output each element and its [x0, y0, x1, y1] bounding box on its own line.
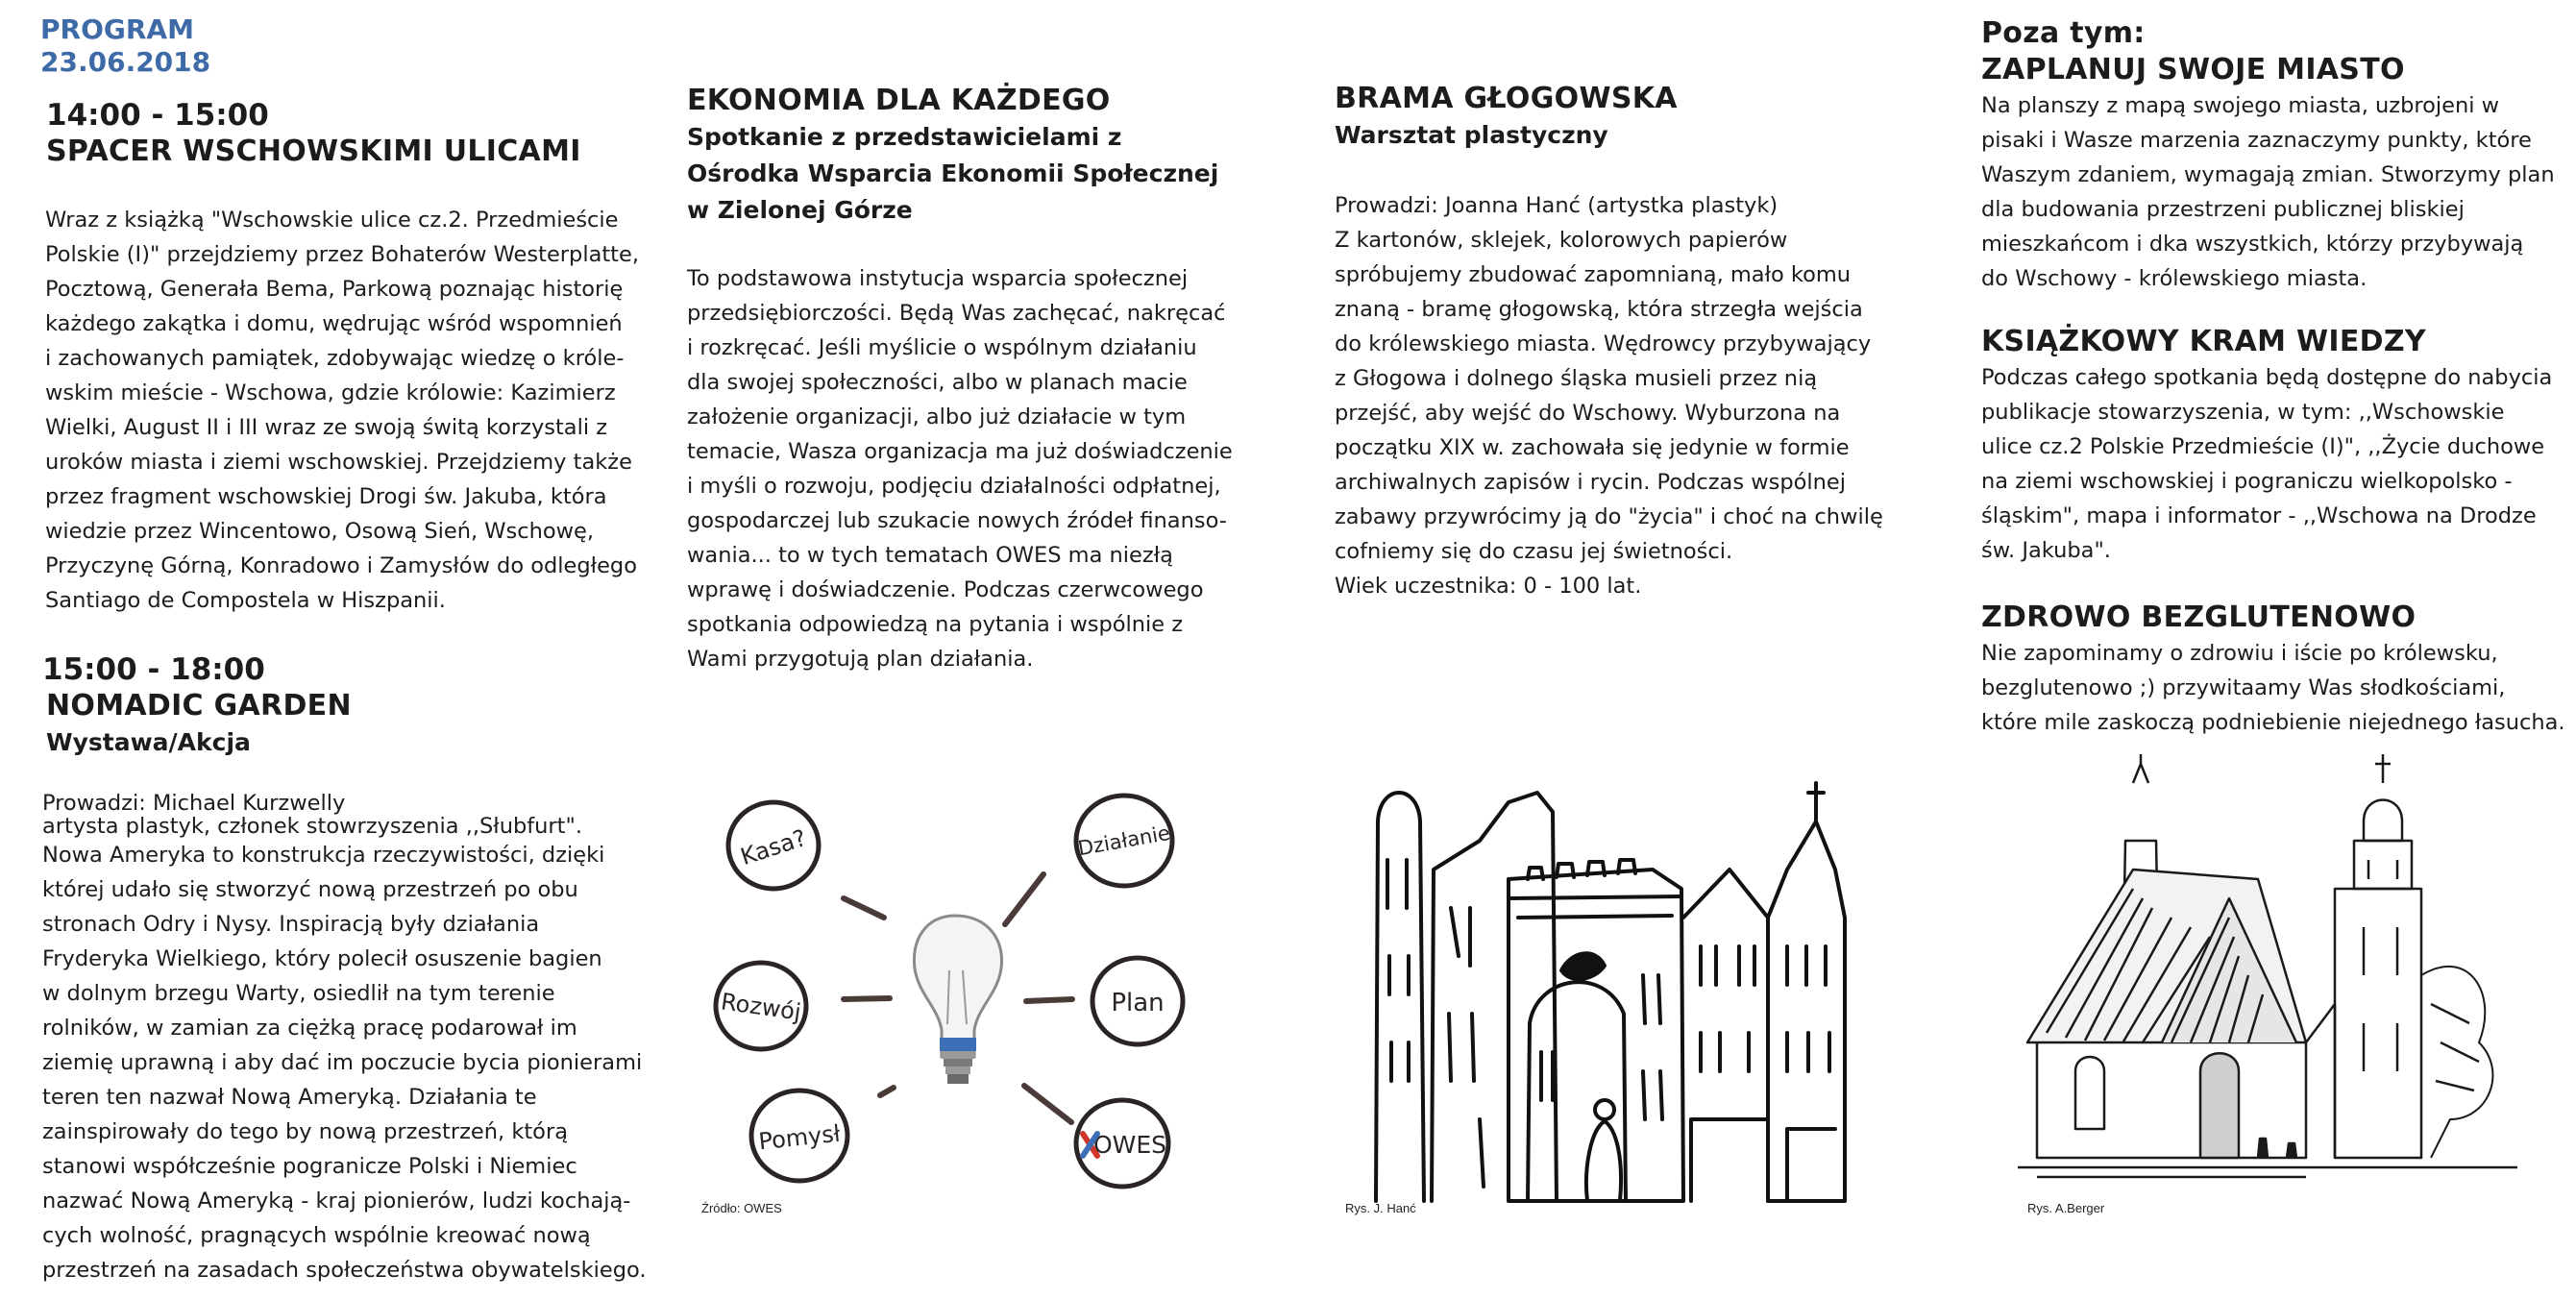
text-line: przejść, aby wejść do Wschowy. Wyburzona na: [1335, 401, 1841, 426]
text-line: z Głogowa i dolnego śląska musieli przez nią: [1335, 366, 1818, 391]
text-line: Nowa Ameryka to konstrukcja rzeczywistości, dzięki: [42, 843, 605, 868]
bubble-label: Pomysł: [757, 1119, 842, 1156]
connector-dash: [1005, 874, 1043, 924]
bubble-label: OWES: [1092, 1131, 1167, 1159]
text-line: uroków miasta i ziemi wschowskiej. Przejdziemy także: [45, 450, 632, 475]
gate-subtitle: Warsztat plastyczny: [1335, 121, 1608, 149]
text-line: przedsiębiorczości. Będą Was zachęcać, nakręcać: [687, 301, 1226, 326]
text-line: temacie, Wasza organizacja ma już doświadczenie: [687, 439, 1233, 464]
text-line: zainspirowały do tego by nową przestrzeń, którą: [42, 1119, 568, 1144]
text-line: cych wolność, pragnących wspólnie kreować nową: [42, 1223, 591, 1248]
connector-dash: [844, 898, 884, 918]
text-line: Przyczynę Górną, Konradowo i Zamysłów do odległego: [45, 553, 637, 578]
text-line: gospodarczej lub szukacie nowych źródeł finanso-: [687, 508, 1227, 533]
text-line: Na planszy z mapą swojego miasta, uzbrojeni w: [1981, 93, 2500, 118]
text-line: i zachowanych pamiątek, zdobywając wiedzę o króle-: [45, 346, 625, 371]
text-line: przez fragment wschowskiej Drogi św. Jakuba, która: [45, 484, 607, 509]
glutenfree-title: ZDROWO BEZGLUTENOWO: [1981, 600, 2417, 634]
lightbulb-mindmap: [701, 778, 1220, 1201]
event-nomadic-description: [42, 792, 647, 1287]
connector-dash: [1026, 999, 1072, 1001]
gate-illustration: [1364, 764, 1864, 1206]
text-line: Prowadzi: Michael Kurzwelly: [42, 791, 346, 816]
text-line: założenie organizacji, albo już działacie w tym: [687, 404, 1187, 429]
text-line: wania... to w tych tematach OWES ma niezłą: [687, 543, 1173, 568]
connector-dash: [880, 1088, 894, 1095]
text-line: i rozkręcać. Jeśli myślicie o wspólnym działaniu: [687, 335, 1197, 360]
text-line: dla swojej społeczności, albo w planach macie: [687, 370, 1188, 395]
program-date: 23.06.2018: [40, 46, 211, 78]
text-line: pisaki i Wasze marzenia zaznaczymy punkty, które: [1981, 128, 2532, 153]
text-line: ziemię uprawną i aby dać im poczucie bycia pionierami: [42, 1050, 643, 1075]
text-line: spotkania odpowiedzą na pytania i wspólnie z: [687, 612, 1184, 637]
text-line: ulice cz.2 Polskie Przedmieście (I)", ,,Życie duchowe: [1981, 434, 2545, 459]
text-line: śląskim", mapa i informator - ,,Wschowa na Drodze: [1981, 503, 2537, 528]
text-line: Polskie (I)" przejdziemy przez Bohaterów Westerplatte,: [45, 242, 639, 267]
owes-illustration: [701, 778, 1220, 1201]
text-line: publikacje stowarzyszenia, w tym: ,,Wschowskie: [1981, 400, 2505, 425]
text-line: znaną - bramę głogowską, która strzegła wejścia: [1335, 297, 1863, 322]
text-line: stanowi współcześnie pogranicze Polski i Niemiec: [42, 1154, 577, 1179]
text-line: Wiek uczestnika: 0 - 100 lat.: [1335, 574, 1642, 599]
economy-title: EKONOMIA DLA KAŻDEGO: [687, 84, 1111, 117]
text-line: św. Jakuba".: [1981, 538, 2111, 563]
church-outline: [1768, 821, 1845, 1201]
connector-dash: [844, 998, 890, 999]
text-line: stronach Odry i Nysy. Inspiracją były działania: [42, 912, 540, 937]
text-line: i myśli o rozwoju, podjęciu działalności odpłatnej,: [687, 474, 1221, 499]
glutenfree-description: [1981, 636, 2565, 740]
text-line: Z kartonów, sklejek, kolorowych papierów: [1335, 228, 1788, 253]
text-line: Nie zapominamy o zdrowiu i iście po królewsku,: [1981, 641, 2498, 666]
owes-caption: Źródło: OWES: [701, 1201, 782, 1215]
extra-label: Poza tym:: [1981, 16, 2146, 50]
text-line: artysta plastyk, członek stowrzyszenia ,,Słubfurt".: [42, 814, 582, 839]
tower-outline: [1376, 793, 1424, 1201]
text-line: nazwać Nową Ameryką - kraj pionierów, ludzi kochają-: [42, 1189, 631, 1213]
text-line: Wami przygotują plan działania.: [687, 647, 1034, 672]
event-nomadic: [42, 651, 352, 761]
church-drawing: [2018, 754, 2517, 1196]
program-label: PROGRAM: [40, 13, 194, 45]
text-line: To podstawowa instytucja wsparcia społecznej: [687, 266, 1189, 291]
text-line: na ziemi wschowskiej i pograniczu wielkopolsko -: [1981, 469, 2513, 494]
text-line: wiedzie przez Wincentowo, Osową Sień, Wschowę,: [45, 519, 595, 544]
text-line: Pocztową, Generała Bema, Parkową poznając historię: [45, 277, 624, 302]
text-line: archiwalnych zapisów i rycin. Podczas wspólnej: [1335, 470, 1846, 495]
plan-description: [1981, 88, 2555, 296]
text-line: Santiago de Compostela w Hiszpanii.: [45, 588, 446, 613]
bell-tower: [2335, 889, 2421, 1158]
church-caption: Rys. A.Berger: [2027, 1201, 2105, 1215]
text-line: Waszym zdaniem, wymagają zmian. Stworzymy plan: [1981, 162, 2555, 187]
text-line: mieszkańcom i dka wszystkich, którzy przybywają: [1981, 232, 2524, 257]
event-nomadic-subtitle: Wystawa/Akcja: [46, 728, 251, 756]
text-line: której udało się stworzyć nową przestrzeń po obu: [42, 877, 578, 902]
gate-drawing: [1364, 764, 1864, 1206]
bookstall-description: [1981, 360, 2552, 568]
text-line: Podczas całego spotkania będą dostępne do nabycia: [1981, 365, 2553, 390]
text-line: Wielki, August II i III wraz ze swoją świtą korzystali z: [45, 415, 608, 440]
event-walk-title: SPACER WSCHOWSKIMI ULICAMI: [46, 135, 581, 168]
text-line: cofniemy się do czasu jej świetności.: [1335, 539, 1733, 564]
gate-title: BRAMA GŁOGOWSKA: [1335, 82, 1678, 115]
text-line: rolników, w zamian za ciężką pracę podarował im: [42, 1016, 577, 1041]
text-line: zabawy przywrócimy ją do "życia" i choć na chwilę: [1335, 504, 1883, 529]
event-walk-time: 14:00 - 15:00: [46, 98, 269, 133]
bookstall-title: KSIĄŻKOWY KRAM WIEDZY: [1981, 325, 2426, 358]
economy-description: [687, 261, 1233, 676]
church-illustration: [2018, 754, 2517, 1196]
text-line: Prowadzi: Joanna Hanć (artystka plastyk): [1335, 193, 1779, 218]
economy-subtitle-line: Spotkanie z przedstawicielami z: [687, 123, 1122, 151]
house-outline: [1683, 870, 1768, 1201]
plan-title: ZAPLANUJ SWOJE MIASTO: [1981, 53, 2405, 86]
event-nomadic-title: NOMADIC GARDEN: [46, 689, 352, 723]
figure: [1586, 1121, 1621, 1201]
event-walk: [46, 97, 581, 170]
bubble-label: Działanie: [1076, 821, 1172, 861]
bubble-label: Rozwój: [719, 988, 803, 1026]
bubble-label: Plan: [1111, 989, 1165, 1017]
text-line: każdego zakątka i domu, wędrując wśród wspomnień: [45, 311, 623, 336]
text-line: do Wschowy - królewskiego miasta.: [1981, 266, 2367, 291]
text-line: bezglutenowo ;) przywitaamy Was słodkościami,: [1981, 675, 2506, 700]
event-walk-description: [45, 203, 639, 618]
text-line: początku XIX w. zachowała się jedynie w formie: [1335, 435, 1850, 460]
gate-description: [1335, 188, 1883, 603]
text-line: teren ten nazwał Nową Ameryką. Działania te: [42, 1085, 537, 1110]
text-line: wprawę i doświadczenie. Podczas czerwcowego: [687, 577, 1204, 602]
event-nomadic-time: 15:00 - 18:00: [42, 652, 265, 687]
text-line: spróbujemy zbudować zapomnianą, mało komu: [1335, 262, 1852, 287]
text-line: w dolnym brzegu Warty, osiedlił na tym terenie: [42, 981, 555, 1006]
connector-dash: [1024, 1086, 1071, 1122]
lightbulb-icon: [914, 916, 1001, 1084]
gate-heading: [1335, 81, 1678, 154]
text-line: Wraz z książką "Wschowskie ulice cz.2. Przedmieście: [45, 208, 619, 233]
economy-heading: [687, 83, 1218, 229]
gate-block: [1432, 793, 1557, 1201]
economy-subtitle-line: w Zielonej Górze: [687, 196, 913, 224]
gate-caption: Rys. J. Hanć: [1345, 1201, 1416, 1215]
text-line: Fryderyka Wielkiego, który polecił osuszenie bagien: [42, 946, 602, 971]
text-line: które mile zaskoczą podniebienie niejednego łasucha.: [1981, 710, 2565, 735]
text-line: przestrzeń na zasadach społeczeństwa obywatelskiego.: [42, 1258, 647, 1283]
plan-heading: [1981, 15, 2405, 88]
bubble-label: Kasa?: [737, 823, 810, 871]
economy-subtitle-line: Ośrodka Wsparcia Ekonomii Społecznej: [687, 159, 1219, 187]
text-line: dla budowania przestrzeni publicznej bliskiej: [1981, 197, 2465, 222]
text-line: do królewskiego miasta. Wędrowcy przybywający: [1335, 331, 1872, 356]
text-line: wskim mieście - Wschowa, gdzie królowie: Kazimierz: [45, 380, 616, 405]
